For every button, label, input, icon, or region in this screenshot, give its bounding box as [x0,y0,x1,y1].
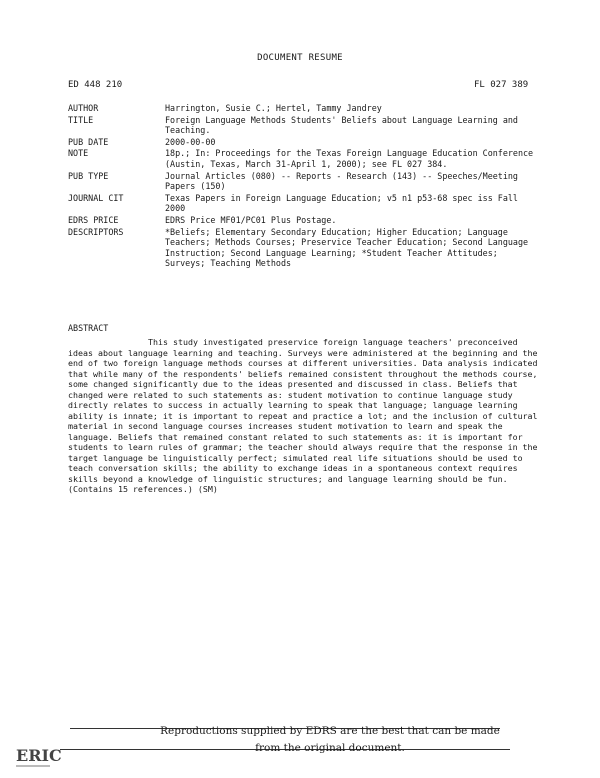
eric-logo [14,741,62,771]
field-label: JOURNAL CIT [68,192,124,203]
footer-text-line2: from the original document. [255,742,405,754]
document-title: DOCUMENT RESUME [257,53,343,63]
field-label: EDRS PRICE [68,214,119,225]
fl-number: FL 027 389 [474,80,529,90]
field-value: 2000-00-00 [165,136,216,147]
field-author [68,103,538,114]
field-title [68,115,538,136]
field-value: EDRS Price MF01/PC01 Plus Postage. [165,214,337,225]
abstract-text: This study investigated preservice foreign language teachers' preconceived ideas about language learning and teaching. Surveys were administered at the beginning and the end of two foreign language methods courses at different universities. Data analysis indicated that while many of the respondents' beliefs remained consistent throughout the methods course, some changed significantly due to the ideas presented and discussed in class. Beliefs that changed were related to such statements as: student motivation to continue language study directly relates to success in actually learning to speak that language; language learning ability is innate; it is important to repeat and practice a lot; and the inclusion of cultural material in second language courses increases student motivation to learn and speak the language. Beliefs that remained constant related to such statements as: it is important for students to learn rules of grammar; the teacher should always require that the response in the target language be linguistically perfect; simulated real life situations should be used to teach conversation skills; the ability to exchange ideas in a spontaneous context requires skills beyond a knowledge of linguistic structures; and language learning should be fun. (Contains 15 references.) (SM) [68,337,538,494]
abstract-label: ABSTRACT [68,323,109,333]
field-edrs-price [68,215,538,226]
eric-logo-text: ERIC [16,746,62,765]
field-value: Foreign Language Methods Students' Beliefs about Language Learning and Teaching. [165,114,518,136]
field-value: Harrington, Susie C.; Hertel, Tammy Jandrey [165,103,382,113]
footer [60,723,600,763]
field-label: TITLE [68,114,94,125]
field-journal-cit [68,193,538,214]
field-label: NOTE [68,148,89,159]
field-label: PUB TYPE [68,170,109,181]
field-label: AUTHOR [68,103,99,113]
field-pub-date [68,137,538,148]
field-value: *Beliefs; Elementary Secondary Education; Higher Education; Language Teachers; Methods Courses; Preservice Teacher Education; Second Language Instruction; Second Language Learning; *Student Teacher Attitudes; Surveys; Teaching Methods [165,226,529,269]
field-label: PUB DATE [68,136,109,147]
field-pub-type [68,171,538,192]
footer-text-line1: Reproductions supplied by EDRS are the best that can be made [160,725,500,737]
field-value: 18p.; In: Proceedings for the Texas Foreign Language Education Conference (Austin, Texas, March 31-April 1, 2000); see FL 027 384. [165,148,534,169]
ed-number: ED 448 210 [68,80,123,90]
field-descriptors [68,227,538,269]
metadata-fields [68,103,538,270]
field-note [68,148,538,169]
field-label: DESCRIPTORS [68,226,124,237]
field-value: Texas Papers in Foreign Language Education; v5 n1 p53-68 spec iss Fall 2000 [165,192,518,214]
field-value: Journal Articles (080) -- Reports - Research (143) -- Speeches/Meeting Papers (150) [165,170,518,192]
